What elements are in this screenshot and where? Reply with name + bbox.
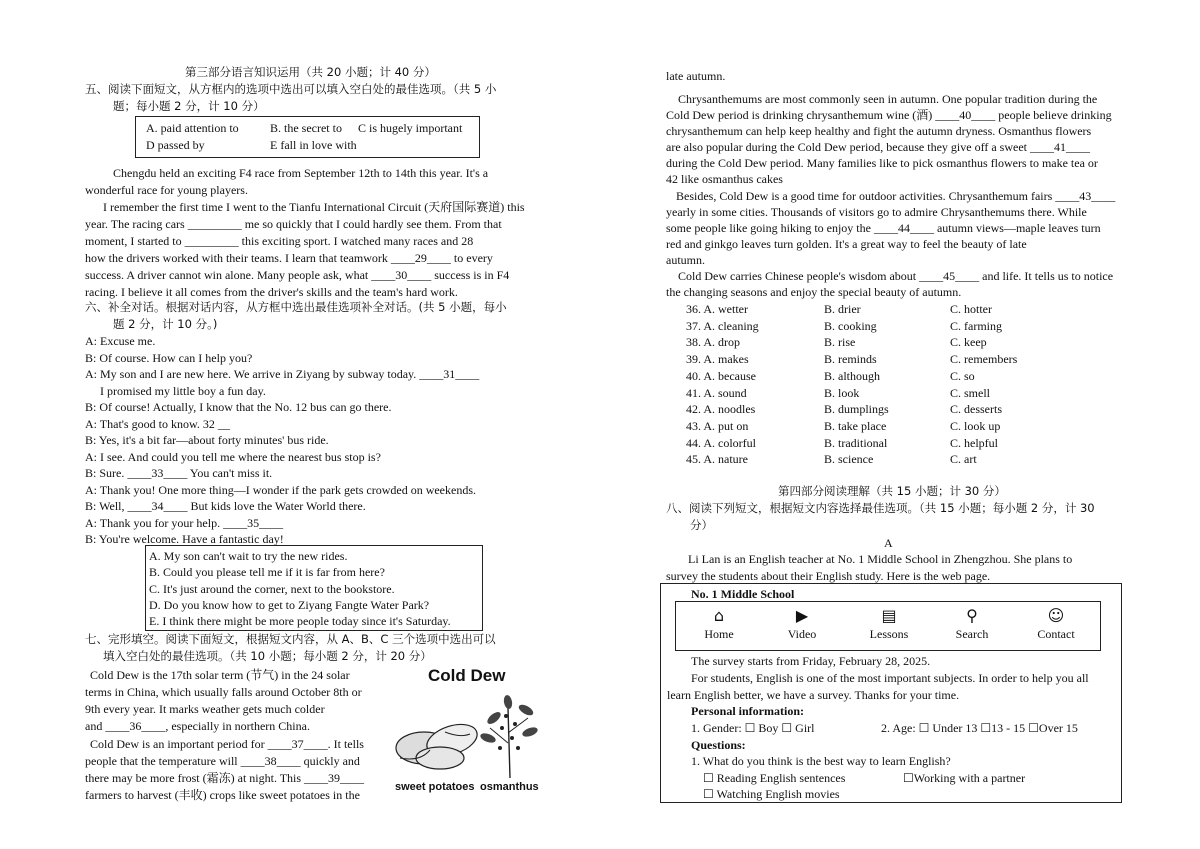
q5-option-b: B. the secret to xyxy=(270,121,342,135)
passage-a-line-2: survey the students about their English study. Here is the web page. xyxy=(666,569,991,583)
q6-option-d: D. Do you know how to get to Ziyang Fangte Water Park? xyxy=(149,598,430,612)
caption-sweet-potatoes: sweet potatoes xyxy=(395,781,475,793)
dialogue-line-4: I promised my little boy a fun day. xyxy=(100,384,266,398)
cloze-option-a[interactable]: 37. A. cleaning xyxy=(686,318,759,333)
cloze-option-b[interactable]: B. rise xyxy=(824,335,856,350)
q5-option-a: A. paid attention to xyxy=(146,121,239,135)
q1-option-partner[interactable]: ☐Working with a partner xyxy=(903,771,1026,785)
cloze-option-c[interactable]: C. smell xyxy=(950,385,991,400)
cloze-option-a[interactable]: 39. A. makes xyxy=(686,352,749,367)
cloze-option-a[interactable]: 42. A. noodles xyxy=(686,402,756,417)
q5-instructions-2: 题；每小题 2 分，计 10 分） xyxy=(113,99,265,113)
cold-dew-illustration-title: Cold Dew xyxy=(428,666,506,685)
q6-option-a: A. My son can't wait to try the new rides. xyxy=(149,549,348,563)
cloze-option-c[interactable]: C. helpful xyxy=(950,435,998,450)
passage-r-line-4: chrysanthemum can help keep healthy and fight the autumn dryness. Osmanthus flowers xyxy=(666,124,1092,138)
passage-r-line-13: Cold Dew carries Chinese people's wisdom about ____45____ and life. It tells us to notice xyxy=(678,269,1114,283)
q8-instructions-2: 分） xyxy=(690,518,713,532)
question-1: 1. What do you think is the best way to learn English? xyxy=(691,754,951,768)
cold-dew-line-5: Cold Dew is an important period for ____37____. It tells xyxy=(90,737,364,751)
cold-dew-line-6: people that the temperature will ____38____ quickly and xyxy=(85,754,360,768)
home-icon: ⌂ xyxy=(713,606,725,625)
nav-search-label: Search xyxy=(955,627,989,641)
cloze-option-c[interactable]: C. hotter xyxy=(950,302,992,316)
cold-dew-line-7: there may be more frost (霜冻) at night. This ____39____ xyxy=(85,771,365,785)
passage-r-line-14: the changing seasons and enjoy the special beauty of autumn. xyxy=(666,285,962,299)
q1-option-movies[interactable]: ☐ Watching English movies xyxy=(703,787,840,801)
caption-osmanthus: osmanthus xyxy=(480,781,539,793)
cold-dew-line-2: terms in China, which usually falls around October 8th or xyxy=(85,685,362,699)
section3-title: 第三部分语言知识运用（共 20 小题；计 40 分） xyxy=(185,65,436,79)
section4-title: 第四部分阅读理解（共 15 小题；计 30 分） xyxy=(778,484,1006,498)
passage-r-line-9: yearly in some cities. Thousands of visitors go to admire Chrysanthemums there. While xyxy=(666,205,1087,219)
cloze-option-c[interactable]: C. desserts xyxy=(950,402,1002,417)
cloze-option-b[interactable]: B. science xyxy=(824,452,874,467)
video-icon: ▶ xyxy=(795,606,809,625)
dialogue-line-7: B: Yes, it's a bit far—about forty minutes' bus ride. xyxy=(85,433,329,447)
cloze-option-b[interactable]: B. dumplings xyxy=(824,402,889,417)
survey-start: The survey starts from Friday, February 28, 2025. xyxy=(691,654,931,668)
web-nav-bar xyxy=(675,601,1101,651)
book-icon: ▤ xyxy=(881,606,897,625)
nav-lessons-label: Lessons xyxy=(869,627,909,641)
passage-a-label: A xyxy=(884,536,893,550)
survey-intro-2: learn English better, we have a survey. Thanks for your time. xyxy=(667,688,960,702)
cloze-option-b[interactable]: B. drier xyxy=(824,302,861,316)
cloze-option-a[interactable]: 40. A. because xyxy=(686,368,756,383)
cloze-option-c[interactable]: C. keep xyxy=(950,335,987,350)
cloze-option-a[interactable]: 36. A. wetter xyxy=(686,302,748,316)
q7-instructions-2: 填入空白处的最佳选项。（共 10 小题；每小题 2 分，计 20 分） xyxy=(103,649,432,663)
age-question[interactable]: 2. Age: ☐ Under 13 ☐13 - 15 ☐Over 15 xyxy=(881,721,1078,735)
passage-p1-line1: Chengdu held an exciting F4 race from September 12th to 14th this year. It's a xyxy=(113,166,489,180)
cloze-option-c[interactable]: C. art xyxy=(950,452,977,467)
q6-option-c: C. It's just around the corner, next to the bookstore. xyxy=(149,582,395,596)
q5-option-e: E fall in love with xyxy=(270,138,357,152)
cloze-option-b[interactable]: B. take place xyxy=(824,418,887,433)
cloze-option-c[interactable]: C. so xyxy=(950,368,975,383)
nav-home[interactable] xyxy=(684,606,754,642)
passage-p2-line6: racing. I believe it all comes from the driver's skills and the team's hard work. xyxy=(85,285,458,299)
nav-lessons[interactable] xyxy=(854,606,924,642)
passage-r-line-8: Besides, Cold Dew is a good time for outdoor activities. Chrysanthemum fairs ____43____ xyxy=(676,189,1116,203)
nav-search[interactable] xyxy=(937,606,1007,642)
q5-instructions-1: 五、阅读下面短文，从方框内的选项中选出可以填入空白处的最佳选项。（共 5 小 xyxy=(85,82,497,96)
survey-intro-1: For students, English is one of the most important subjects. In order to help you all xyxy=(691,671,1089,685)
passage-r-line-7: 42 like osmanthus cakes xyxy=(666,172,783,186)
nav-contact[interactable] xyxy=(1021,606,1091,642)
cold-dew-line-8: farmers to harvest (丰收) crops like sweet potatoes in the xyxy=(85,788,360,802)
passage-a-line-1: Li Lan is an English teacher at No. 1 Middle School in Zhengzhou. She plans to xyxy=(688,552,1073,566)
q8-instructions-1: 八、阅读下列短文，根据短文内容选择最佳选项。（共 15 小题；每小题 2 分，计 30 xyxy=(666,501,1095,515)
q1-option-reading[interactable]: ☐ Reading English sentences xyxy=(703,771,846,785)
q5-options-box xyxy=(135,116,480,158)
cloze-option-a[interactable]: 44. A. colorful xyxy=(686,435,756,450)
cloze-option-c[interactable]: C. remembers xyxy=(950,352,1018,367)
school-web-page xyxy=(660,583,1122,803)
passage-r-line-6: during the Cold Dew period. Many families like to pick osmanthus flowers to make tea or xyxy=(666,156,1098,170)
cloze-option-c[interactable]: C. look up xyxy=(950,418,1001,433)
questions-title: Questions: xyxy=(691,738,746,752)
cloze-option-b[interactable]: B. look xyxy=(824,385,860,400)
cloze-option-b[interactable]: B. cooking xyxy=(824,318,877,333)
cold-dew-line-1: Cold Dew is the 17th solar term (节气) in the 24 solar xyxy=(90,668,350,682)
dialogue-line-11: B: Well, ____34____ But kids love the Water World there. xyxy=(85,499,366,513)
nav-home-label: Home xyxy=(704,627,734,641)
dialogue-line-9: B: Sure. ____33____ You can't miss it. xyxy=(85,466,273,480)
cold-dew-line-3: 9th every year. It marks weather gets much colder xyxy=(85,702,325,716)
dialogue-line-3: A: My son and I are new here. We arrive in Ziyang by subway today. ____31____ xyxy=(85,367,480,381)
dialogue-line-10: A: Thank you! One more thing—I wonder if the park gets crowded on weekends. xyxy=(85,483,477,497)
passage-r-line-5: are also popular during the Cold Dew period, because they give off a sweet ____41____ xyxy=(666,140,1090,154)
q5-option-c: C is hugely important xyxy=(358,121,463,135)
cloze-option-a[interactable]: 43. A. put on xyxy=(686,418,749,433)
cloze-option-c[interactable]: C. farming xyxy=(950,318,1002,333)
dialogue-line-8: A: I see. And could you tell me where the nearest bus stop is? xyxy=(85,450,381,464)
cloze-option-a[interactable]: 45. A. nature xyxy=(686,452,748,467)
passage-r-line-1: late autumn. xyxy=(666,69,726,83)
cloze-option-a[interactable]: 38. A. drop xyxy=(686,335,740,350)
cold-dew-line-4: and ____36____, especially in northern China. xyxy=(85,719,310,733)
passage-r-line-12: autumn. xyxy=(666,253,705,267)
passage-p2-line1: I remember the first time I went to the Tianfu International Circuit (天府国际赛道) this xyxy=(103,200,525,214)
q5-option-d: D passed by xyxy=(146,138,205,152)
passage-r-line-3: Cold Dew period is drinking chrysanthemum wine (酒) ____40____ people believe drinking xyxy=(666,108,1112,122)
q6-option-b: B. Could you please tell me if it is far from here? xyxy=(149,565,385,579)
dialogue-line-2: B: Of course. How can I help you? xyxy=(85,351,253,365)
dialogue-line-13: B: You're welcome. Have a fantastic day! xyxy=(85,532,284,546)
passage-p2-line3: moment, I started to _________ this exciting sport. I watched many races and 28 xyxy=(85,234,474,248)
cloze-option-b[interactable]: B. traditional xyxy=(824,435,888,450)
dialogue-line-5: B: Of course! Actually, I know that the No. 12 bus can go there. xyxy=(85,400,392,414)
gender-question[interactable]: 1. Gender: ☐ Boy ☐ Girl xyxy=(691,721,815,735)
dialogue-line-6: A: That's good to know. 32 __ xyxy=(85,417,230,431)
q6-options-box xyxy=(145,545,483,631)
search-icon: ⚲ xyxy=(966,606,978,625)
cloze-option-a[interactable]: 41. A. sound xyxy=(686,385,747,400)
q6-instructions-2: 题 2 分，计 10 分。) xyxy=(113,317,218,331)
cloze-option-b[interactable]: B. although xyxy=(824,368,880,383)
dialogue-line-12: A: Thank you for your help. ____35____ xyxy=(85,516,284,530)
sweet-potato-osmanthus-illustration xyxy=(390,688,550,780)
q7-instructions-1: 七、完形填空。阅读下面短文，根据短文内容，从 A、B、C 三个选项中选出可以 xyxy=(85,632,496,646)
contact-icon: ☺ xyxy=(1047,606,1065,625)
passage-p2-line2: year. The racing cars _________ me so quickly that I could hardly see them. From that xyxy=(85,217,502,231)
personal-info-title: Personal information: xyxy=(691,704,804,718)
q6-instructions-1: 六、补全对话。根据对话内容，从方框中选出最佳选项补全对话。(共 5 小题，每小 xyxy=(85,300,507,314)
school-name: No. 1 Middle School xyxy=(691,587,795,601)
nav-video[interactable] xyxy=(767,606,837,642)
passage-p2-line5: success. A driver cannot win alone. Many people ask, what ____30____ success is in F4 xyxy=(85,268,510,282)
nav-video-label: Video xyxy=(787,627,817,641)
cloze-options-table xyxy=(686,301,1106,471)
dialogue-line-1: A: Excuse me. xyxy=(85,334,156,348)
cloze-option-b[interactable]: B. reminds xyxy=(824,352,877,367)
q6-option-e: E. I think there might be more people today since it's Saturday. xyxy=(149,614,451,628)
passage-r-line-11: red and ginkgo leaves turn golden. It's a great way to feel the beauty of late xyxy=(666,237,1027,251)
passage-r-line-10: some people like going hiking to enjoy the ____44____ autumn views—maple leaves turn xyxy=(666,221,1101,235)
passage-r-line-2: Chrysanthemums are most commonly seen in autumn. One popular tradition during the xyxy=(678,92,1098,106)
nav-contact-label: Contact xyxy=(1037,627,1075,641)
passage-p1-line2: wonderful race for young players. xyxy=(85,183,248,197)
passage-p2-line4: how the drivers worked with their teams. I learn that teamwork ____29____ to every xyxy=(85,251,493,265)
